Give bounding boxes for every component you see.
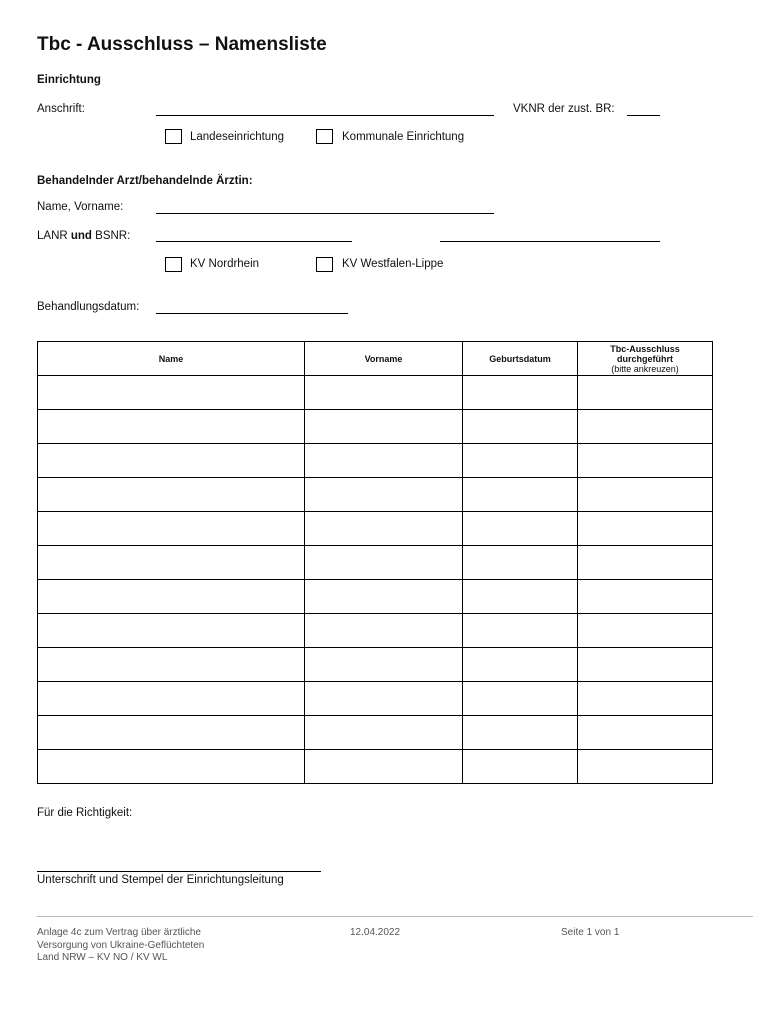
bsnr-text: BSNR: (91, 230, 131, 242)
richtigkeit-label: Für die Richtigkeit: (37, 807, 133, 819)
names-table (37, 341, 713, 784)
vorname-cell[interactable] (305, 512, 463, 546)
table-row (38, 546, 713, 580)
col-header-name: Name (38, 342, 305, 376)
kommunale-einrichtung-checkbox[interactable] (316, 129, 333, 144)
signature-line[interactable] (37, 871, 321, 872)
name-cell[interactable] (38, 648, 305, 682)
name-cell[interactable] (38, 580, 305, 614)
name-cell[interactable] (38, 376, 305, 410)
tbc-cell[interactable] (578, 682, 713, 716)
footer-date: 12.04.2022 (350, 927, 401, 938)
arzt-heading: Behandelnder Arzt/behandelnde Ärztin: (37, 175, 253, 187)
geburtsdatum-cell[interactable] (463, 682, 578, 716)
tbc-cell[interactable] (578, 614, 713, 648)
name-vorname-label: Name, Vorname: (37, 201, 124, 213)
name-cell[interactable] (38, 614, 305, 648)
name-cell[interactable] (38, 478, 305, 512)
name-cell[interactable] (38, 716, 305, 750)
vorname-cell[interactable] (305, 478, 463, 512)
behandlungsdatum-label: Behandlungsdatum: (37, 301, 140, 313)
tbc-cell[interactable] (578, 648, 713, 682)
geburtsdatum-cell[interactable] (463, 512, 578, 546)
table-header-row (38, 342, 713, 376)
geburtsdatum-cell[interactable] (463, 478, 578, 512)
kv-westfalen-checkbox[interactable] (316, 257, 333, 272)
name-cell[interactable] (38, 410, 305, 444)
vorname-cell[interactable] (305, 614, 463, 648)
einrichtung-heading: Einrichtung (37, 74, 101, 86)
footer-divider (37, 916, 753, 917)
vorname-cell[interactable] (305, 580, 463, 614)
bsnr-field[interactable] (440, 241, 660, 242)
vorname-cell[interactable] (305, 546, 463, 580)
name-cell[interactable] (38, 682, 305, 716)
col-header-tbc-line2: durchgeführt (617, 353, 673, 364)
kv-nordrhein-label: KV Nordrhein (190, 258, 260, 270)
col-header-tbc (578, 342, 713, 376)
table-row (38, 614, 713, 648)
geburtsdatum-cell[interactable] (463, 410, 578, 444)
kv-westfalen-label: KV Westfalen-Lippe (342, 258, 444, 270)
table-row (38, 444, 713, 478)
table-row (38, 512, 713, 546)
tbc-cell[interactable] (578, 410, 713, 444)
tbc-cell[interactable] (578, 376, 713, 410)
lanr-text: LANR (37, 230, 71, 242)
table-row (38, 716, 713, 750)
lanr-field[interactable] (156, 241, 352, 242)
vorname-cell[interactable] (305, 444, 463, 478)
geburtsdatum-cell[interactable] (463, 648, 578, 682)
footer-line2: Versorgung von Ukraine-Geflüchteten (37, 939, 205, 951)
behandlungsdatum-field[interactable] (156, 313, 348, 314)
vorname-cell[interactable] (305, 750, 463, 784)
vorname-cell[interactable] (305, 410, 463, 444)
tbc-cell[interactable] (578, 580, 713, 614)
geburtsdatum-cell[interactable] (463, 614, 578, 648)
footer-line3: Land NRW – KV NO / KV WL (37, 952, 168, 963)
geburtsdatum-cell[interactable] (463, 750, 578, 784)
kv-nordrhein-checkbox[interactable] (165, 257, 182, 272)
anschrift-field[interactable] (156, 115, 494, 116)
und-text: und (70, 230, 92, 242)
tbc-cell[interactable] (578, 716, 713, 750)
vorname-cell[interactable] (305, 682, 463, 716)
col-header-vorname: Vorname (305, 342, 463, 376)
tbc-cell[interactable] (578, 750, 713, 784)
col-header-tbc-line1: Tbc-Ausschluss (610, 343, 680, 354)
table-row (38, 376, 713, 410)
tbc-cell[interactable] (578, 546, 713, 580)
footer-page-number: Seite 1 von 1 (561, 927, 620, 938)
tbc-cell[interactable] (578, 444, 713, 478)
tbc-cell[interactable] (578, 478, 713, 512)
lanr-bsnr-label (37, 230, 130, 242)
name-cell[interactable] (38, 444, 305, 478)
page-title: Tbc - Ausschluss – Namensliste (37, 34, 327, 55)
vknr-label: VKNR der zust. BR: (513, 103, 615, 115)
table-row (38, 410, 713, 444)
name-cell[interactable] (38, 512, 305, 546)
col-header-geburtsdatum: Geburtsdatum (463, 342, 578, 376)
name-cell[interactable] (38, 546, 305, 580)
landeseinrichtung-label: Landeseinrichtung (190, 131, 284, 143)
vknr-field[interactable] (627, 115, 660, 116)
footer-annex (37, 927, 204, 965)
footer-line1: Anlage 4c zum Vertrag über ärztliche (37, 927, 201, 938)
table-row (38, 750, 713, 784)
signature-label: Unterschrift und Stempel der Einrichtungsleitung (37, 874, 284, 886)
arzt-name-field[interactable] (156, 213, 494, 214)
table-row (38, 580, 713, 614)
anschrift-label: Anschrift: (37, 103, 85, 115)
geburtsdatum-cell[interactable] (463, 580, 578, 614)
vorname-cell[interactable] (305, 648, 463, 682)
kommunale-einrichtung-label: Kommunale Einrichtung (342, 131, 465, 143)
vorname-cell[interactable] (305, 716, 463, 750)
table-row (38, 478, 713, 512)
table-row (38, 648, 713, 682)
geburtsdatum-cell[interactable] (463, 546, 578, 580)
geburtsdatum-cell[interactable] (463, 444, 578, 478)
col-header-tbc-line3: (bitte ankreuzen) (611, 363, 679, 374)
geburtsdatum-cell[interactable] (463, 716, 578, 750)
tbc-cell[interactable] (578, 512, 713, 546)
landeseinrichtung-checkbox[interactable] (165, 129, 182, 144)
geburtsdatum-cell[interactable] (463, 376, 578, 410)
table-row (38, 682, 713, 716)
vorname-cell[interactable] (305, 376, 463, 410)
name-cell[interactable] (38, 750, 305, 784)
